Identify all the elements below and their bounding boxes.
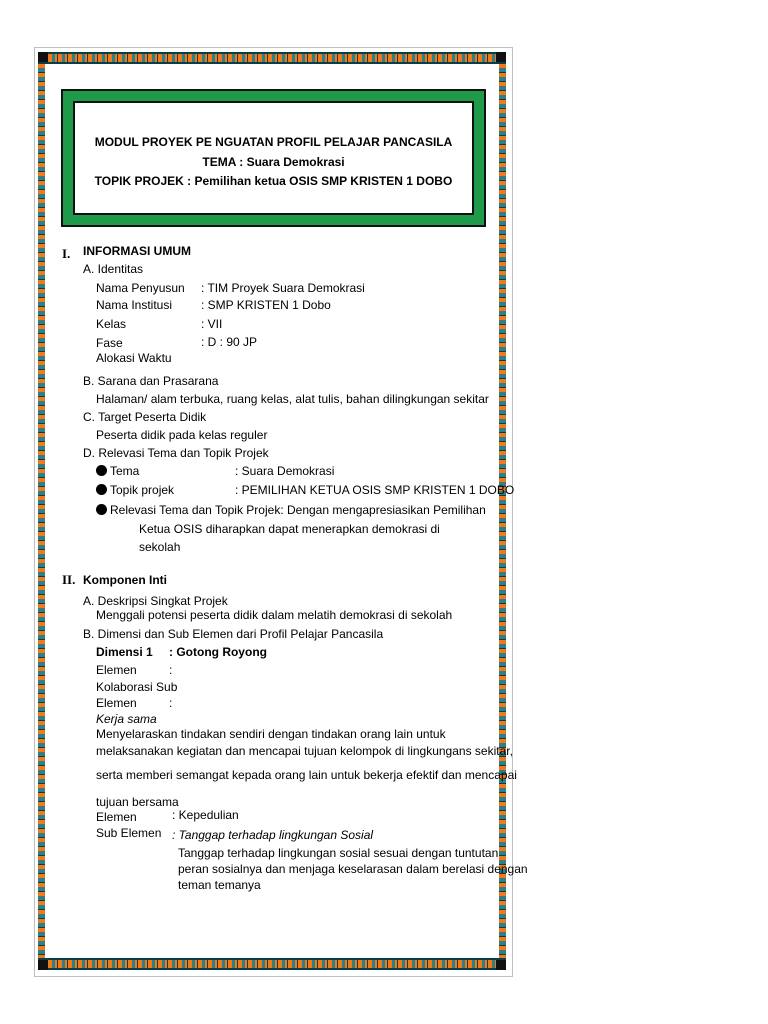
elemen-label: Elemen <box>96 663 137 677</box>
sarana-heading: B. Sarana dan Prasarana <box>83 374 219 388</box>
bullet-icon <box>96 465 107 476</box>
target-heading: C. Target Peserta Didik <box>83 410 207 424</box>
elemen2-colon: : <box>169 696 173 710</box>
list-item <box>96 464 139 478</box>
identitas-label: Nama Penyusun <box>96 281 185 295</box>
identitas-label: Kelas <box>96 317 127 331</box>
list-item <box>96 503 486 517</box>
dimensi1-label: Dimensi 1 <box>96 645 153 659</box>
relevasi-text-cont: sekolah <box>139 540 181 554</box>
topik-label: Topik projek <box>110 483 175 497</box>
bullet-icon <box>96 484 107 495</box>
identitas-value: : TIM Proyek Suara Demokrasi <box>201 281 365 295</box>
title-box-inner <box>73 101 474 215</box>
identitas-label: Alokasi Waktu <box>96 351 172 365</box>
border-corner <box>38 960 48 970</box>
decorative-border-bottom <box>38 958 506 970</box>
list-item <box>96 483 174 497</box>
sarana-text: Halaman/ alam terbuka, ruang kelas, alat tulis, bahan dilingkungan sekitar <box>96 392 489 406</box>
decorative-border-left <box>38 64 45 958</box>
paragraph-line: Tanggap terhadap lingkungan sosial sesuai dengan tuntutan <box>178 846 499 860</box>
relevansi-heading: D. Relevasi Tema dan Topik Projek <box>83 446 269 460</box>
paragraph-line: teman temanya <box>178 878 261 892</box>
topik-value: : PEMILIHAN KETUA OSIS SMP KRISTEN 1 DOBO <box>235 483 515 497</box>
paragraph-line: Menyelaraskan tindakan sendiri dengan tindakan orang lain untuk <box>96 727 446 741</box>
sub-elemen-label: Sub Elemen <box>96 826 162 840</box>
dimensi1-value: : Gotong Royong <box>169 645 267 659</box>
identitas-label: Nama Institusi <box>96 298 173 312</box>
paragraph-line: melaksanakan kegiatan dan mencapai tujuan kelompok di lingkungans sekitar, <box>96 744 513 758</box>
topic-title: TOPIK PROJEK : Pemilihan ketua OSIS SMP KRISTEN 1 DOBO <box>94 174 453 188</box>
relevasi-text: Relevasi Tema dan Topik Projek: Dengan mengapresiasikan Pemilihan <box>110 503 486 517</box>
identitas-value: : SMP KRISTEN 1 Dobo <box>201 298 331 312</box>
paragraph-line: tujuan bersama <box>96 795 179 809</box>
border-corner <box>496 52 506 62</box>
identitas-value: : VII <box>201 317 223 331</box>
elemen3-value: : Kepedulian <box>172 808 239 822</box>
elemen-colon: : <box>169 663 173 677</box>
elemen3-label: Elemen <box>96 810 137 824</box>
bullet-icon <box>96 504 107 515</box>
tema-value: : Suara Demokrasi <box>235 464 335 478</box>
border-corner <box>496 960 506 970</box>
decorative-border-right <box>499 64 506 958</box>
theme-title: TEMA : Suara Demokrasi <box>202 155 345 169</box>
target-text: Peserta didik pada kelas reguler <box>96 428 268 442</box>
paragraph-line: serta memberi semangat kepada orang lain untuk bekerja efektif dan mencapai <box>96 768 517 782</box>
section2-numeral: II. <box>62 572 76 587</box>
paragraph-line: peran sosialnya dan menjaga keselarasan dalam berelasi dengan <box>178 862 528 876</box>
relevasi-text-cont: Ketua OSIS diharapkan dapat menerapkan demokrasi di <box>139 522 440 536</box>
kolaborasi-label: Kolaborasi Sub <box>96 680 178 694</box>
identitas-value: : D : 90 JP <box>201 335 258 349</box>
dimensi-heading: B. Dimensi dan Sub Elemen dari Profil Pelajar Pancasila <box>83 627 384 641</box>
border-corner <box>38 52 48 62</box>
elemen2-label: Elemen <box>96 696 137 710</box>
identitas-label: Fase <box>96 336 123 350</box>
decorative-border-top <box>38 52 506 64</box>
identitas-heading: A. Identitas <box>83 262 144 276</box>
title-box <box>61 89 486 227</box>
tema-label: Tema <box>110 464 140 478</box>
sub-elemen-value: : Tanggap terhadap lingkungan Sosial <box>172 828 374 842</box>
section1-numeral: I. <box>62 246 71 261</box>
section2-heading: Komponen Inti <box>83 573 167 587</box>
deskripsi-text: Menggali potensi peserta didik dalam melatih demokrasi di sekolah <box>96 608 453 622</box>
deskripsi-heading: A. Deskripsi Singkat Projek <box>83 594 228 608</box>
section1-heading: INFORMASI UMUM <box>83 244 191 258</box>
module-title: MODUL PROYEK PE NGUATAN PROFIL PELAJAR PANCASILA <box>94 135 453 149</box>
kerja-sama: Kerja sama <box>96 712 157 726</box>
